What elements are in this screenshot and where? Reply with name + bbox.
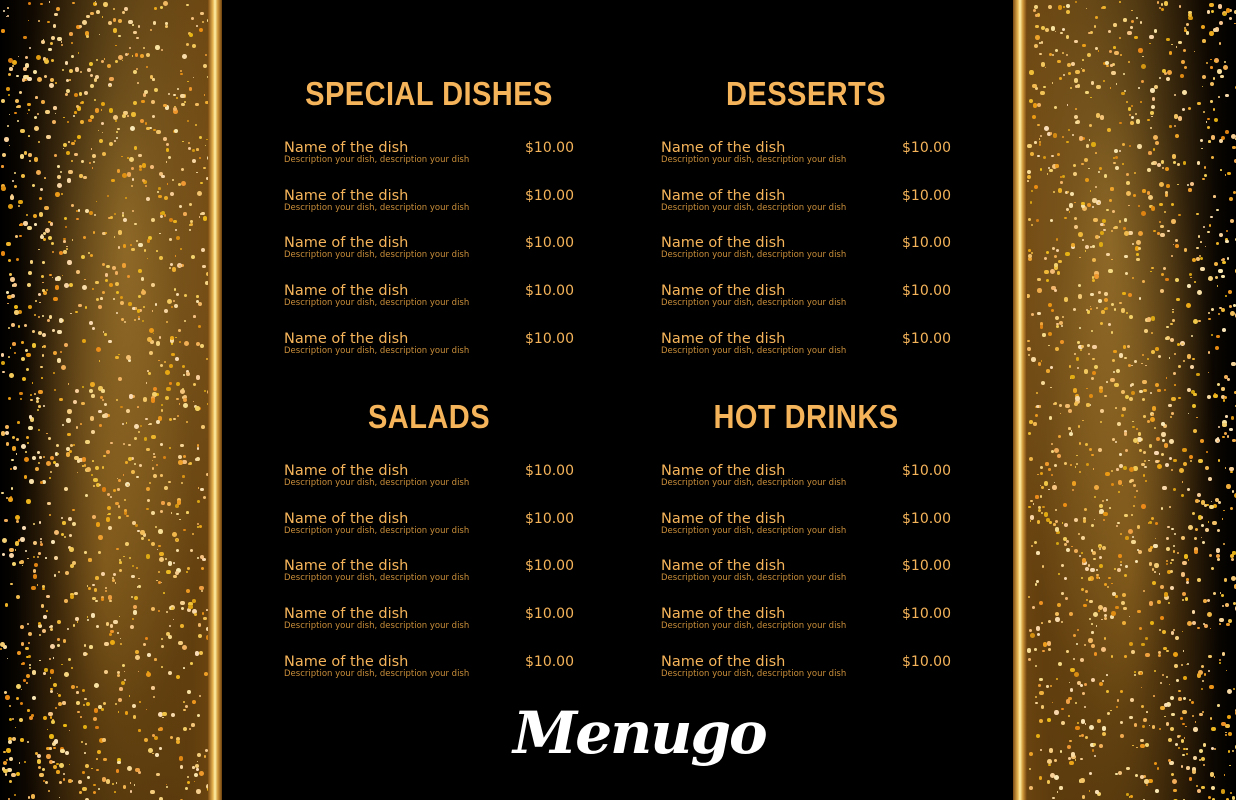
menu-items [661, 140, 961, 378]
menu-items [661, 463, 961, 701]
dish-name: Name of the dish [284, 330, 409, 347]
menu-items [284, 463, 584, 701]
dish-price: $10.00 [902, 330, 951, 347]
right-glitter-decoration [1026, 0, 1236, 800]
dish-description: Description your dish, description your dish [284, 298, 470, 309]
left-glitter-decoration [0, 0, 210, 800]
dish-name: Name of the dish [284, 463, 409, 479]
section-special-dishes [284, 74, 584, 356]
dish-description: Description your dish, description your dish [284, 573, 470, 584]
dish-description: Description your dish, description your dish [661, 298, 847, 309]
dish-price: $10.00 [525, 510, 574, 527]
dish-price: $10.00 [902, 283, 951, 300]
dish-price: $10.00 [525, 653, 574, 670]
dish-description: Description your dish, description your dish [661, 668, 847, 679]
dish-name: Name of the dish [284, 606, 409, 623]
dish-price: $10.00 [525, 140, 574, 156]
dish-price: $10.00 [525, 235, 574, 252]
dish-name: Name of the dish [661, 140, 786, 156]
dish-description: Description your dish, description your dish [661, 250, 847, 261]
dish-name: Name of the dish [284, 140, 409, 156]
menu-item [661, 606, 961, 654]
menu-item [284, 558, 584, 606]
dish-name: Name of the dish [284, 235, 409, 252]
menu-item [284, 235, 584, 283]
dish-name: Name of the dish [284, 510, 409, 527]
dish-description: Description your dish, description your dish [284, 250, 470, 261]
section-salads [284, 397, 584, 679]
brand-logo: Menugo [513, 699, 766, 767]
dish-price: $10.00 [902, 510, 951, 527]
dish-name: Name of the dish [284, 558, 409, 575]
dish-name: Name of the dish [661, 187, 786, 204]
dish-description: Description your dish, description your dish [661, 202, 847, 213]
dish-description: Description your dish, description your dish [284, 668, 470, 679]
dish-price: $10.00 [525, 330, 574, 347]
dish-name: Name of the dish [661, 606, 786, 623]
menu-item [284, 188, 584, 236]
menu-item [284, 606, 584, 654]
menu-item [661, 140, 961, 188]
dish-name: Name of the dish [661, 283, 786, 300]
section-desserts [661, 74, 961, 356]
menu-items [284, 140, 584, 378]
dish-name: Name of the dish [284, 653, 409, 670]
dish-description: Description your dish, description your dish [661, 573, 847, 584]
dish-price: $10.00 [525, 283, 574, 300]
dish-description: Description your dish, description your dish [661, 478, 847, 488]
dish-description: Description your dish, description your dish [284, 155, 470, 165]
menu-item [661, 235, 961, 283]
menu-item [284, 140, 584, 188]
dish-name: Name of the dish [284, 187, 409, 204]
dish-price: $10.00 [902, 140, 951, 156]
dish-price: $10.00 [902, 653, 951, 670]
dish-name: Name of the dish [661, 653, 786, 670]
dish-price: $10.00 [525, 187, 574, 204]
section-title: SALADS [367, 398, 491, 435]
dish-price: $10.00 [902, 463, 951, 479]
dish-name: Name of the dish [284, 283, 409, 300]
dish-name: Name of the dish [661, 510, 786, 527]
dish-price: $10.00 [525, 606, 574, 623]
menu-item [661, 188, 961, 236]
dish-description: Description your dish, description your dish [661, 345, 847, 356]
dish-name: Name of the dish [661, 330, 786, 347]
menu-item [284, 463, 584, 511]
left-gold-border [208, 0, 222, 800]
menu-item [661, 463, 961, 511]
dish-price: $10.00 [902, 235, 951, 252]
section-title: HOT DRINKS [713, 398, 899, 435]
dish-description: Description your dish, description your dish [284, 525, 470, 536]
menu-item [661, 558, 961, 606]
dish-description: Description your dish, description your dish [661, 621, 847, 632]
section-title: DESSERTS [725, 75, 887, 112]
menu-item [661, 511, 961, 559]
dish-price: $10.00 [525, 558, 574, 575]
dish-price: $10.00 [902, 187, 951, 204]
dish-description: Description your dish, description your dish [284, 621, 470, 632]
menu-item [284, 331, 584, 379]
dish-description: Description your dish, description your dish [661, 525, 847, 536]
right-gold-border [1013, 0, 1027, 800]
dish-price: $10.00 [525, 463, 574, 479]
section-hot-drinks [661, 397, 961, 679]
dish-price: $10.00 [902, 606, 951, 623]
dish-description: Description your dish, description your dish [284, 345, 470, 356]
dish-name: Name of the dish [661, 235, 786, 252]
menu-item [284, 283, 584, 331]
section-title: SPECIAL DISHES [305, 75, 553, 112]
dish-price: $10.00 [902, 558, 951, 575]
menu-item [661, 331, 961, 379]
dish-name: Name of the dish [661, 463, 786, 479]
dish-description: Description your dish, description your dish [284, 478, 470, 488]
dish-name: Name of the dish [661, 558, 786, 575]
menu-item [661, 283, 961, 331]
menu-item [284, 511, 584, 559]
dish-description: Description your dish, description your dish [661, 155, 847, 165]
dish-description: Description your dish, description your dish [284, 202, 470, 213]
